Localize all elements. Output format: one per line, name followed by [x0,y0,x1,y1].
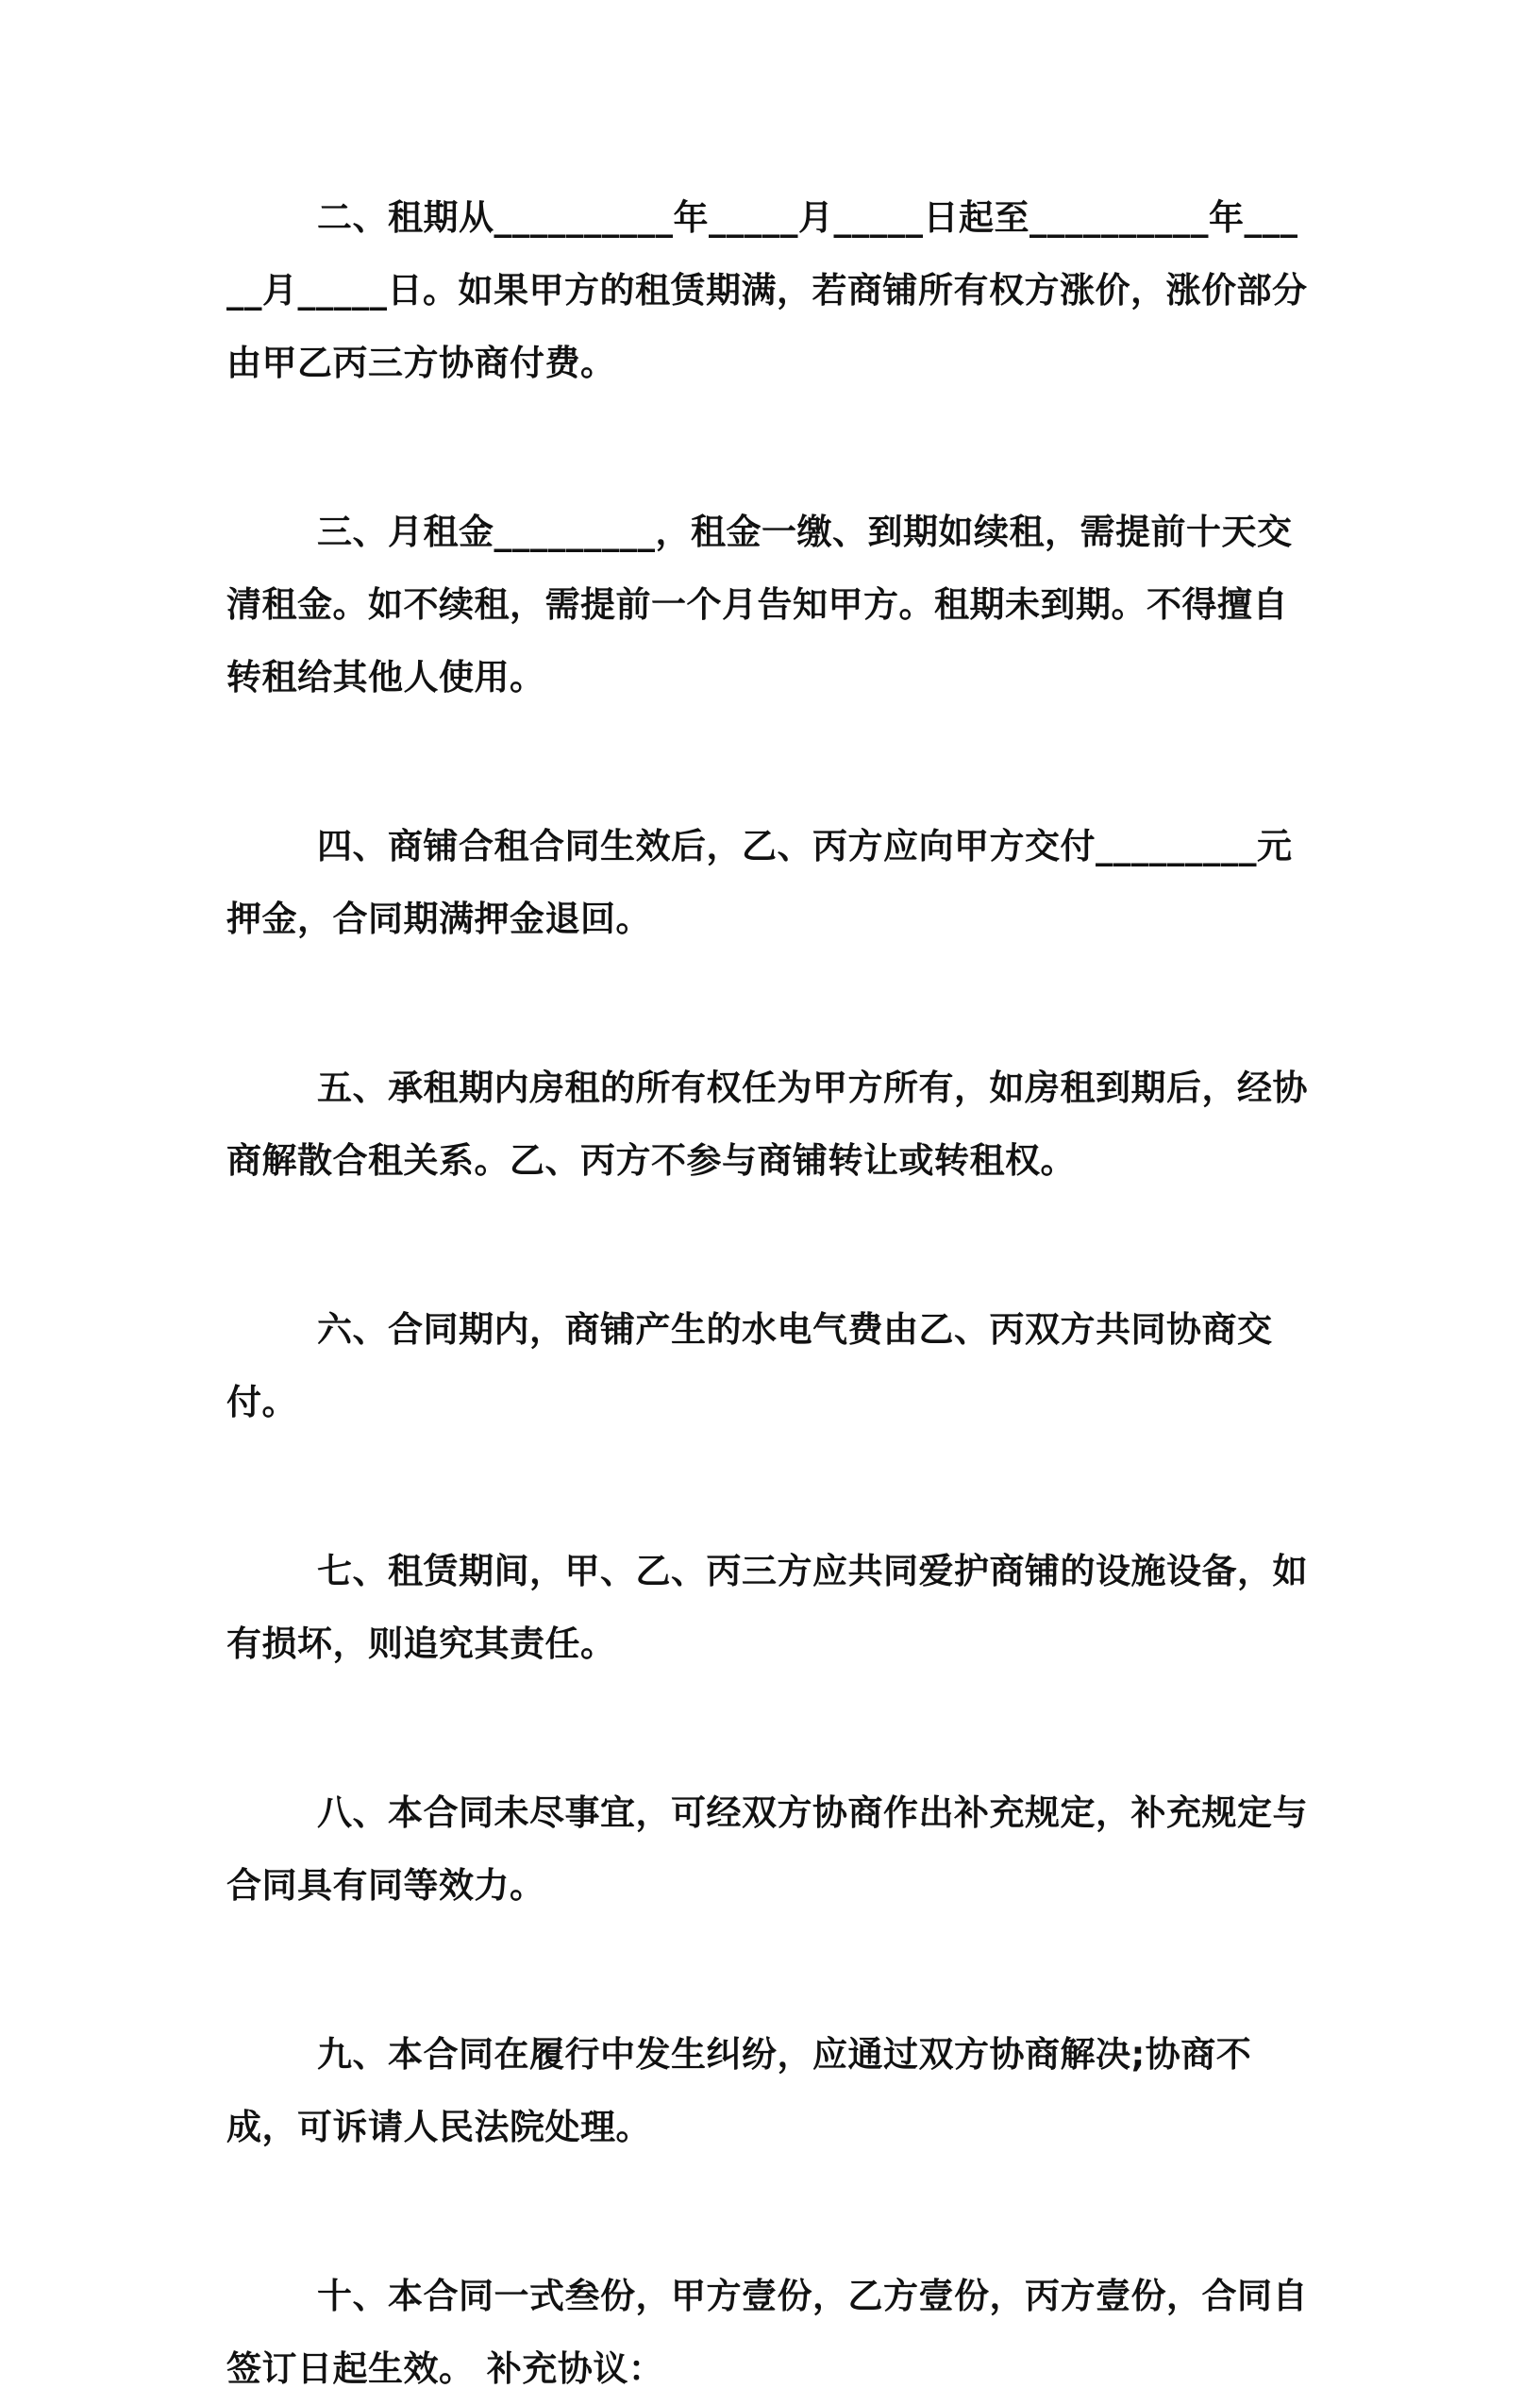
clause-copies-effectiveness: 十、本合同一式叁份，甲方壹份，乙方壹份，丙方壹份，合同自签订日起生效。 补充协议： [226,2276,1308,2389]
clause-utilities: 六、合同期内，商铺产生的水电气费由乙、丙双方共同协商交付。 [226,1309,1273,1422]
contract-body [226,181,1312,2405]
clause-deposit: 四、商铺合租合同生效后，乙、丙方应向甲方交付_________元押金，合同期满押金退回。 [226,826,1293,939]
clause-facilities: 七、租赁期间，甲、乙、丙三方应共同爱护商铺的设施设备，如有损坏，则追究其责任。 [226,1551,1308,1664]
clause-lease-term: 二、租期从__________年_____月_____日起至__________年_____月_____日。如果甲方的租赁期满，若商铺所有权方涨价，涨价部分由甲乙丙三方协商付费。 [226,197,1308,383]
clause-disputes: 九、本合同在履行中发生纠纷，应通过双方协商解决;协商不成，可诉请人民法院处理。 [226,2034,1252,2147]
clause-ownership: 五、承租期内房租的所有权任为甲方所有，如房租到期后，经协商解散合租关系。乙、丙方不参与商铺转让或转租权。 [226,1068,1308,1181]
clause-supplementary-rules: 八、本合同未尽事宜，可经双方协商作出补充规定，补充规定与合同具有同等效力。 [226,1792,1308,1906]
clause-monthly-rent: 三、月租金_________，租金一缴、到期如续租，需提前十天交清租金。如不续租，需提前一个月告知甲方。租期未到期。不得擅自转租给其他人使用。 [226,512,1293,698]
